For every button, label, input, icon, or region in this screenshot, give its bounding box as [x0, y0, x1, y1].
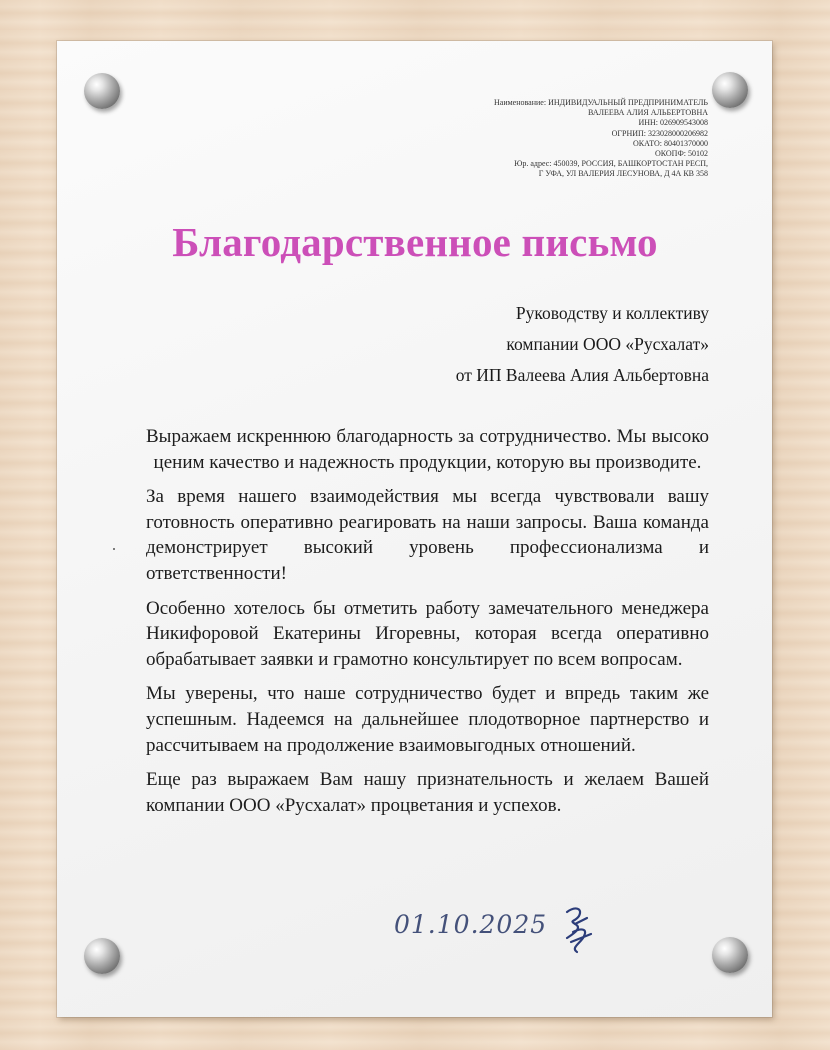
addressee-line: Руководству и коллективу [515, 303, 709, 323]
addressee-line: компании ООО «Русхалат» [506, 334, 709, 354]
requisites-line: ИНН: 026909543008 [638, 118, 708, 128]
pin-top-right-icon [712, 72, 748, 108]
requisites-line: Наименование: ИНДИВИДУАЛЬНЫЙ ПРЕДПРИНИМАТЕЛЬ [494, 98, 708, 107]
addressee-line: от ИП Валеева Алия Альбертовна [455, 365, 709, 385]
stray-dot [113, 548, 115, 550]
requisites-line: Г УФА, УЛ ВАЛЕРИЯ ЛЕСУНОВА, Д 4А КВ 358 [538, 169, 708, 179]
requisites-line: ОКОПФ: 50102 [654, 149, 708, 159]
letter-title: Благодарственное письмо [172, 219, 658, 265]
paragraph: Еще раз выражаем Вам нашу признательность и желаем Вашей компании ООО «Русхалат» процветания и успехов. [146, 769, 709, 816]
letter-date: 01.10.2025 [394, 910, 548, 939]
paragraph: Мы уверены, что наше сотрудничество будет и впредь таким же успешным. Надеемся на дальнейшее плодотворное партнерство и рассчитываем на продолжение взаимовыгодных отношений. [146, 683, 709, 756]
requisites-line: Юр. адрес: 450039, РОССИЯ, БАШКОРТОСТАН РЕСП, [514, 159, 708, 169]
requisites-line: ОГРНИП: 323028000206982 [611, 128, 708, 138]
requisites-block [348, 98, 708, 180]
signature-icon [553, 898, 603, 958]
paragraph: Особенно хотелось бы отметить работу замечательного менеджера Никифоровой Екатерины Игоревны, которая всегда оперативно обрабатывает заявки и грамотно консультирует по всем вопросам. [146, 597, 709, 670]
letter-body [146, 424, 709, 827]
requisites-line: ВАЛЕЕВА АЛИЯ АЛЬБЕРТОВНА [587, 108, 708, 118]
pin-bottom-right-icon [712, 937, 748, 973]
paragraph: За время нашего взаимодействия мы всегда чувствовали вашу готовность оперативно реагировать на наши запросы. Ваша команда демонстрирует высокий уровень профессионализма и ответственности! [146, 486, 709, 584]
addressee-block [456, 298, 709, 391]
paragraph: Выражаем искреннюю благодарность за сотрудничество. Мы высоко ценим качество и надежность продукции, которую вы производите. [146, 426, 709, 473]
pin-bottom-left-icon [84, 938, 120, 974]
requisites-line: ОКАТО: 80401370000 [633, 138, 708, 148]
pin-top-left-icon [84, 73, 120, 109]
